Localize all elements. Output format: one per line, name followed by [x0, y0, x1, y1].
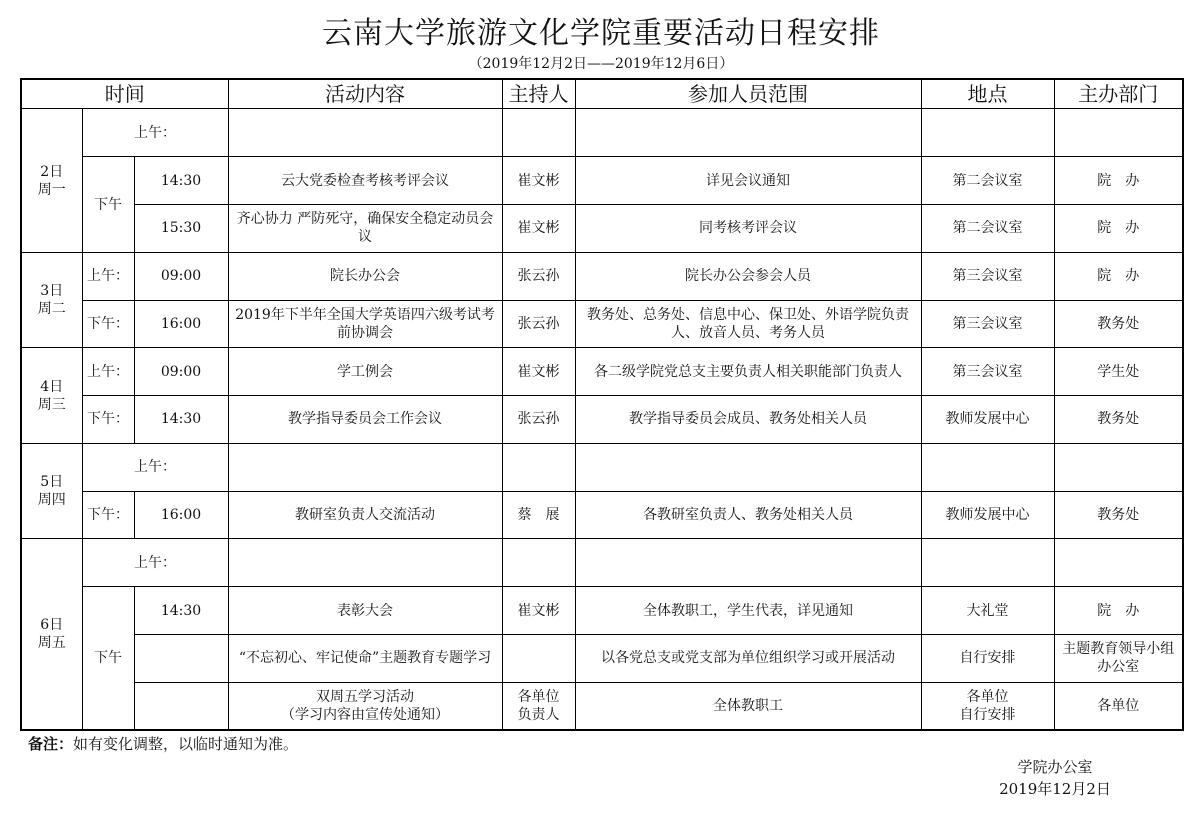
dept-cell: 学生处: [1054, 348, 1183, 396]
period-pm: 下午：: [82, 300, 134, 348]
day-date: 4日: [40, 378, 64, 395]
period-am: 上午：: [82, 443, 228, 491]
signature-office: 学院办公室: [1017, 758, 1093, 776]
period-am: 上午：: [82, 109, 228, 157]
day-week: 周二: [37, 301, 66, 318]
host-cell: 张云孙: [502, 252, 575, 300]
period-pm: 下午: [82, 587, 134, 730]
content-cell: [228, 443, 502, 491]
time-cell: 14:30: [134, 396, 228, 444]
day-date: 3日: [40, 283, 64, 300]
day-week: 周四: [37, 492, 66, 509]
table-row: [21, 634, 1183, 682]
host-cell: 崔文彬: [502, 587, 575, 635]
dept-cell: 院 办: [1054, 205, 1183, 253]
time-cell: [134, 634, 228, 682]
content-cell: 表彰大会: [228, 587, 502, 635]
content-cell: 院长办公会: [228, 252, 502, 300]
content-cell: [228, 682, 502, 730]
day-cell-6: [21, 539, 82, 730]
time-cell: 15:30: [134, 205, 228, 253]
period-pm: 下午: [82, 157, 134, 253]
table-row: [21, 205, 1183, 253]
time-cell: 09:00: [134, 252, 228, 300]
table-row: [21, 491, 1183, 539]
location-cell: 大礼堂: [921, 587, 1054, 635]
table-row: [21, 443, 1183, 491]
attendees-cell: 各教研室负责人、教务处相关人员: [575, 491, 921, 539]
time-cell: 16:00: [134, 300, 228, 348]
location-line: 各单位: [966, 688, 1009, 705]
host-cell: 崔文彬: [502, 157, 575, 205]
header-row: [21, 79, 1183, 109]
remark-text: 如有变化调整，以临时通知为准。: [73, 735, 299, 753]
time-cell: 14:30: [134, 587, 228, 635]
time-cell: 14:30: [134, 157, 228, 205]
attendees-cell: 以各党总支或党支部为单位组织学习或开展活动: [575, 634, 921, 682]
period-am: 上午：: [82, 252, 134, 300]
location-cell: 教师发展中心: [921, 396, 1054, 444]
day-cell-2: [21, 109, 82, 252]
table-row: [21, 682, 1183, 730]
time-cell: 16:00: [134, 491, 228, 539]
header-location: 地点: [921, 79, 1054, 109]
location-line: 自行安排: [959, 706, 1016, 723]
signature-block: [995, 756, 1115, 800]
header-attendees: 参加人员范围: [575, 79, 921, 109]
content-line: 双周五学习活动: [316, 688, 415, 705]
table-row: [21, 539, 1183, 587]
period-pm: 下午：: [82, 491, 134, 539]
content-cell: 齐心协力 严防死守，确保安全稳定动员会议: [228, 205, 502, 253]
signature-date: 2019年12月2日: [999, 780, 1111, 798]
content-line: （学习内容由宣传处通知）: [281, 706, 450, 723]
host-cell: 张云孙: [502, 396, 575, 444]
page-title: 云南大学旅游文化学院重要活动日程安排: [322, 16, 880, 51]
location-cell: 第三会议室: [921, 300, 1054, 348]
dept-cell: 主题教育领导小组办公室: [1054, 634, 1183, 682]
table-row: [21, 396, 1183, 444]
attendees-cell: 全体教职工: [575, 682, 921, 730]
content-cell: “不忘初心、牢记使命”主题教育专题学习: [228, 634, 502, 682]
dept-cell: 院 办: [1054, 252, 1183, 300]
host-cell: 崔文彬: [502, 205, 575, 253]
attendees-cell: 同考核考评会议: [575, 205, 921, 253]
attendees-cell: 教务处、总务处、信息中心、保卫处、外语学院负责人、放音人员、考务人员: [575, 300, 921, 348]
remark: [28, 733, 298, 754]
dept-cell: [1054, 539, 1183, 587]
location-cell: 自行安排: [921, 634, 1054, 682]
location-cell: [921, 443, 1054, 491]
table-row: [21, 587, 1183, 635]
day-date: 2日: [40, 163, 64, 180]
dept-cell: 各单位: [1054, 682, 1183, 730]
dept-cell: [1054, 109, 1183, 157]
content-cell: 学工例会: [228, 348, 502, 396]
attendees-cell: 详见会议通知: [575, 157, 921, 205]
dept-cell: 教务处: [1054, 300, 1183, 348]
day-cell-5: [21, 443, 82, 539]
date-range: （2019年12月2日——2019年12月6日）: [468, 56, 734, 72]
location-cell: 第二会议室: [921, 157, 1054, 205]
host-cell: [502, 682, 575, 730]
location-cell: 教师发展中心: [921, 491, 1054, 539]
attendees-cell: 各二级学院党总支主要负责人相关职能部门负责人: [575, 348, 921, 396]
day-week: 周一: [37, 181, 66, 198]
header-dept: 主办部门: [1054, 79, 1183, 109]
dept-cell: 教务处: [1054, 396, 1183, 444]
day-cell-4: [21, 348, 82, 444]
time-cell: [134, 682, 228, 730]
attendees-cell: 全体教职工，学生代表，详见通知: [575, 587, 921, 635]
content-cell: [228, 109, 502, 157]
header-content: 活动内容: [228, 79, 502, 109]
host-cell: 蔡 展: [502, 491, 575, 539]
host-cell: 张云孙: [502, 300, 575, 348]
location-cell: 第三会议室: [921, 252, 1054, 300]
host-line: 各单位: [517, 688, 560, 705]
day-cell-3: [21, 252, 82, 348]
header-host: 主持人: [502, 79, 575, 109]
dept-cell: [1054, 443, 1183, 491]
table-row: [21, 300, 1183, 348]
table-row: [21, 348, 1183, 396]
content-cell: 教学指导委员会工作会议: [228, 396, 502, 444]
day-date: 5日: [40, 474, 64, 491]
content-cell: 教研室负责人交流活动: [228, 491, 502, 539]
location-cell: [921, 539, 1054, 587]
location-cell: [921, 682, 1054, 730]
host-cell: 崔文彬: [502, 348, 575, 396]
attendees-cell: 教学指导委员会成员、教务处相关人员: [575, 396, 921, 444]
host-cell: [502, 109, 575, 157]
content-cell: 云大党委检查考核考评会议: [228, 157, 502, 205]
dept-cell: 院 办: [1054, 157, 1183, 205]
location-cell: 第二会议室: [921, 205, 1054, 253]
attendees-cell: [575, 443, 921, 491]
table-row: [21, 252, 1183, 300]
time-cell: 09:00: [134, 348, 228, 396]
day-date: 6日: [40, 617, 64, 634]
location-cell: 第三会议室: [921, 348, 1054, 396]
host-line: 负责人: [517, 706, 560, 723]
host-cell: [502, 443, 575, 491]
table-row: [21, 157, 1183, 205]
location-cell: [921, 109, 1054, 157]
attendees-cell: [575, 539, 921, 587]
host-cell: [502, 539, 575, 587]
content-cell: [228, 539, 502, 587]
table-row: [21, 109, 1183, 157]
content-cell: 2019年下半年全国大学英语四六级考试考前协调会: [228, 300, 502, 348]
host-cell: [502, 634, 575, 682]
day-week: 周五: [37, 635, 66, 652]
schedule-table: [20, 78, 1184, 731]
period-am: 上午：: [82, 348, 134, 396]
dept-cell: 院 办: [1054, 587, 1183, 635]
day-week: 周三: [37, 396, 66, 413]
period-pm: 下午：: [82, 396, 134, 444]
period-am: 上午：: [82, 539, 228, 587]
dept-cell: 教务处: [1054, 491, 1183, 539]
header-time: 时间: [21, 79, 228, 109]
attendees-cell: 院长办公会参会人员: [575, 252, 921, 300]
attendees-cell: [575, 109, 921, 157]
remark-label: 备注：: [28, 735, 74, 753]
